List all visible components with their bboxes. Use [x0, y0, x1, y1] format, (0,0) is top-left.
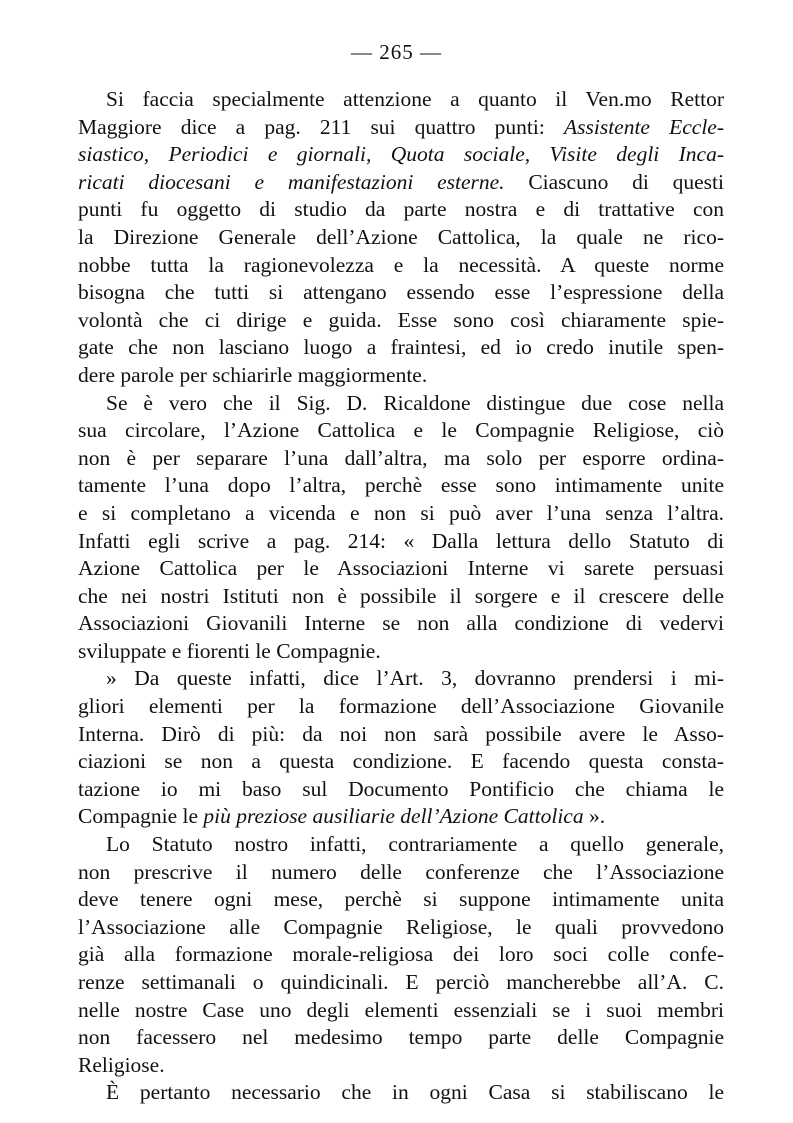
text-line	[78, 610, 724, 638]
text-line	[78, 1079, 724, 1107]
text-run: gate che non lasciano luogo a fraintesi, ed io credo inutile spen-	[78, 335, 724, 360]
text-run: Azione Cattolica per le Associazioni Interne vi sarete persuasi	[78, 556, 724, 581]
text-line	[78, 528, 724, 556]
text-line	[78, 445, 724, 473]
italic-text-run: Assistente Eccle-	[563, 114, 724, 139]
text-line	[78, 748, 724, 776]
text-line	[78, 362, 724, 390]
text-run: l’Associazione alle Compagnie Religiose, le quali provvedono	[78, 914, 724, 939]
text-line	[78, 941, 724, 969]
text-run: punti fu oggetto di studio da parte nostra e di trattative con	[78, 197, 724, 222]
text-run: » Da queste infatti, dice l’Art. 3, dovranno prendersi i mi-	[106, 666, 724, 691]
text-run: Compagnie le	[78, 804, 204, 829]
text-line	[78, 555, 724, 583]
text-run: Infatti egli scrive a pag. 214: « Dalla lettura dello Statuto di	[78, 528, 724, 553]
italic-text-run: siastico, Periodici e giornali, Quota sociale, Visite degli Inca-	[78, 142, 724, 167]
text-line	[78, 86, 724, 114]
text-run: sua circolare, l’Azione Cattolica e le Compagnie Religiose, ciò	[78, 418, 724, 443]
text-run: renze settimanali o quindicinali. E perciò mancherebbe all’A. C.	[78, 970, 724, 994]
text-line	[78, 583, 724, 611]
text-run: tamente l’una dopo l’altra, perchè esse sono intimamente unite	[78, 473, 724, 498]
text-line	[78, 969, 724, 997]
text-run: deve tenere ogni mese, perchè si suppone intimamente unita	[78, 887, 724, 912]
text-line	[78, 886, 724, 914]
text-run: Se è vero che il Sig. D. Ricaldone distingue due cose nella	[106, 390, 724, 415]
text-line	[78, 141, 724, 169]
text-run: Associazioni Giovanili Interne se non alla condizione di vedervi	[78, 611, 724, 636]
italic-text-run: più preziose ausiliarie dell’Azione Cattolica	[203, 804, 584, 829]
text-run: dere parole per schiarirle maggiormente.	[78, 362, 428, 387]
text-line	[78, 859, 724, 887]
text-run: Si faccia specialmente attenzione a quanto il Ven.mo Rettor	[106, 87, 724, 111]
text-line	[78, 307, 724, 335]
text-line	[78, 665, 724, 693]
text-run: Ciascuno di questi	[504, 169, 724, 194]
text-line	[78, 997, 724, 1025]
text-run: tazione io mi baso sul Documento Pontificio che chiama le	[78, 776, 724, 801]
text-line	[78, 417, 724, 445]
text-run: già alla formazione morale-religiosa dei loro soci colle confe-	[78, 942, 724, 967]
text-run: nelle nostre Case uno degli elementi essenziali se i suoi membri	[78, 997, 724, 1022]
text-line	[78, 831, 724, 859]
text-run: e si completano a vicenda e non si può aver l’una senza l’altra.	[78, 500, 724, 525]
text-run: Lo Statuto nostro infatti, contrariamente a quello generale,	[106, 832, 724, 857]
text-line	[78, 500, 724, 528]
page-number: — 265 —	[351, 40, 442, 64]
text-line	[78, 638, 724, 666]
text-line	[78, 803, 724, 831]
text-line	[78, 914, 724, 942]
text-line	[78, 334, 724, 362]
text-run: non prescrive il numero delle conferenze che l’Associazione	[78, 859, 724, 884]
text-run: Maggiore dice a pag. 211 sui quattro punti:	[78, 114, 564, 139]
text-run: ».	[583, 804, 606, 829]
text-run: Interna. Dirò di più: da noi non sarà possibile avere le Asso-	[78, 721, 724, 746]
text-line	[78, 279, 724, 307]
text-run: non è per separare l’una dall’altra, ma solo per esporre ordina-	[78, 445, 724, 470]
body-text	[78, 86, 724, 1107]
text-line	[78, 224, 724, 252]
text-line	[78, 1052, 724, 1080]
italic-text-run: ricati diocesani e manifestazioni esterne.	[78, 169, 505, 194]
text-line	[78, 196, 724, 224]
text-line	[78, 776, 724, 804]
text-line	[78, 114, 724, 142]
text-run: È pertanto necessario che in ogni Casa si stabiliscano le	[106, 1080, 724, 1105]
text-run: nobbe tutta la ragionevolezza e la necessità. A queste norme	[78, 252, 724, 277]
text-run: volontà che ci dirige e guida. Esse sono così chiaramente spie-	[78, 307, 724, 332]
text-run: la Direzione Generale dell’Azione Cattolica, la quale ne rico-	[78, 224, 724, 249]
text-line	[78, 472, 724, 500]
text-line	[78, 252, 724, 280]
text-run: bisogna che tutti si attengano essendo esse l’espressione della	[78, 280, 724, 305]
text-run: che nei nostri Istituti non è possibile il sorgere e il crescere delle	[78, 583, 724, 608]
text-run: Religiose.	[78, 1052, 165, 1077]
text-line	[78, 390, 724, 418]
text-run: ciazioni se non a questa condizione. E facendo questa consta-	[78, 749, 724, 774]
text-run: gliori elementi per la formazione dell’Associazione Giovanile	[78, 694, 724, 719]
text-line	[78, 169, 724, 197]
text-line	[78, 693, 724, 721]
text-line	[78, 1024, 724, 1052]
text-line	[78, 721, 724, 749]
text-run: non facessero nel medesimo tempo parte delle Compagnie	[78, 1025, 724, 1050]
text-run: sviluppate e fiorenti le Compagnie.	[78, 638, 381, 663]
